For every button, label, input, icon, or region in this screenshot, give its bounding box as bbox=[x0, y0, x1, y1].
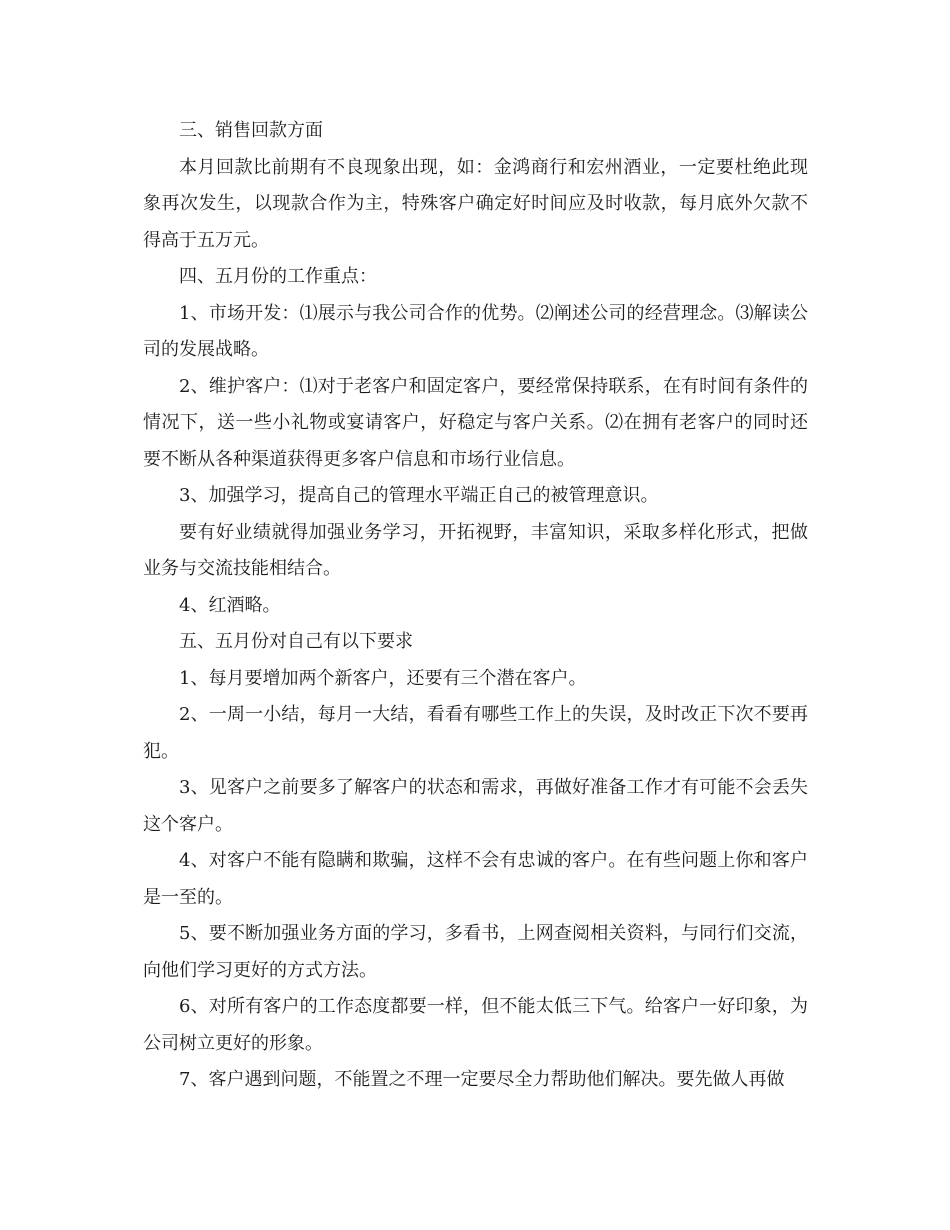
section-heading-self-requirements: 五、五月份对自己有以下要求 bbox=[179, 631, 413, 652]
paragraph-strengthen-learning: 3、加强学习，提高自己的管理水平端正自己的被管理意识。 bbox=[179, 485, 659, 506]
list-item-requirement-3: 3、见客户之前要多了解客户的状态和需求，再做好准备工作才有可能不会丢失这个客户。 bbox=[143, 777, 808, 835]
list-item-requirement-5: 5、要不断加强业务方面的学习，多看书，上网查阅相关资料，与同行们交流，向他们学习更好的方式方法。 bbox=[143, 923, 808, 981]
section-heading-sales-collection: 三、销售回款方面 bbox=[179, 120, 323, 141]
list-item-requirement-4: 4、对客户不能有隐瞒和欺骗，这样不会有忠诚的客户。在有些问题上你和客户是一至的。 bbox=[143, 850, 808, 908]
paragraph-collection-status: 本月回款比前期有不良现象出现，如：金鸿商行和宏州酒业，一定要杜绝此现象再次发生，以现款合作为主，特殊客户确定好时间应及时收款，每月底外欠款不得高于五万元。 bbox=[143, 156, 808, 251]
paragraph-market-development: 1、市场开发：⑴展示与我公司合作的优势。⑵阐述公司的经营理念。⑶解读公司的发展战略。 bbox=[143, 302, 808, 360]
paragraph-learning-detail: 要有好业绩就得加强业务学习，开拓视野，丰富知识，采取多样化形式，把做业务与交流技能相结合。 bbox=[143, 521, 808, 579]
list-item-requirement-6: 6、对所有客户的工作态度都要一样，但不能太低三下气。给客户一好印象，为公司树立更好的形象。 bbox=[143, 996, 808, 1054]
document-body bbox=[143, 113, 808, 1099]
list-item-requirement-7: 7、客户遇到问题，不能置之不理一定要尽全力帮助他们解决。要先做人再做 bbox=[179, 1069, 785, 1090]
section-heading-may-focus: 四、五月份的工作重点： bbox=[179, 266, 377, 287]
list-item-requirement-1: 1、每月要增加两个新客户，还要有三个潜在客户。 bbox=[179, 667, 587, 689]
list-item-requirement-2: 2、一周一小结，每月一大结，看看有哪些工作上的失误，及时改正下次不要再犯。 bbox=[143, 704, 808, 762]
paragraph-red-wine: 4、红酒略。 bbox=[179, 594, 281, 616]
paragraph-maintain-customers: 2、维护客户：⑴对于老客户和固定客户，要经常保持联系，在有时间有条件的情况下，送一些小礼物或宴请客户，好稳定与客户关系。⑵在拥有老客户的同时还要不断从各种渠道获得更多客户信息和市场行业信息。 bbox=[143, 375, 808, 470]
